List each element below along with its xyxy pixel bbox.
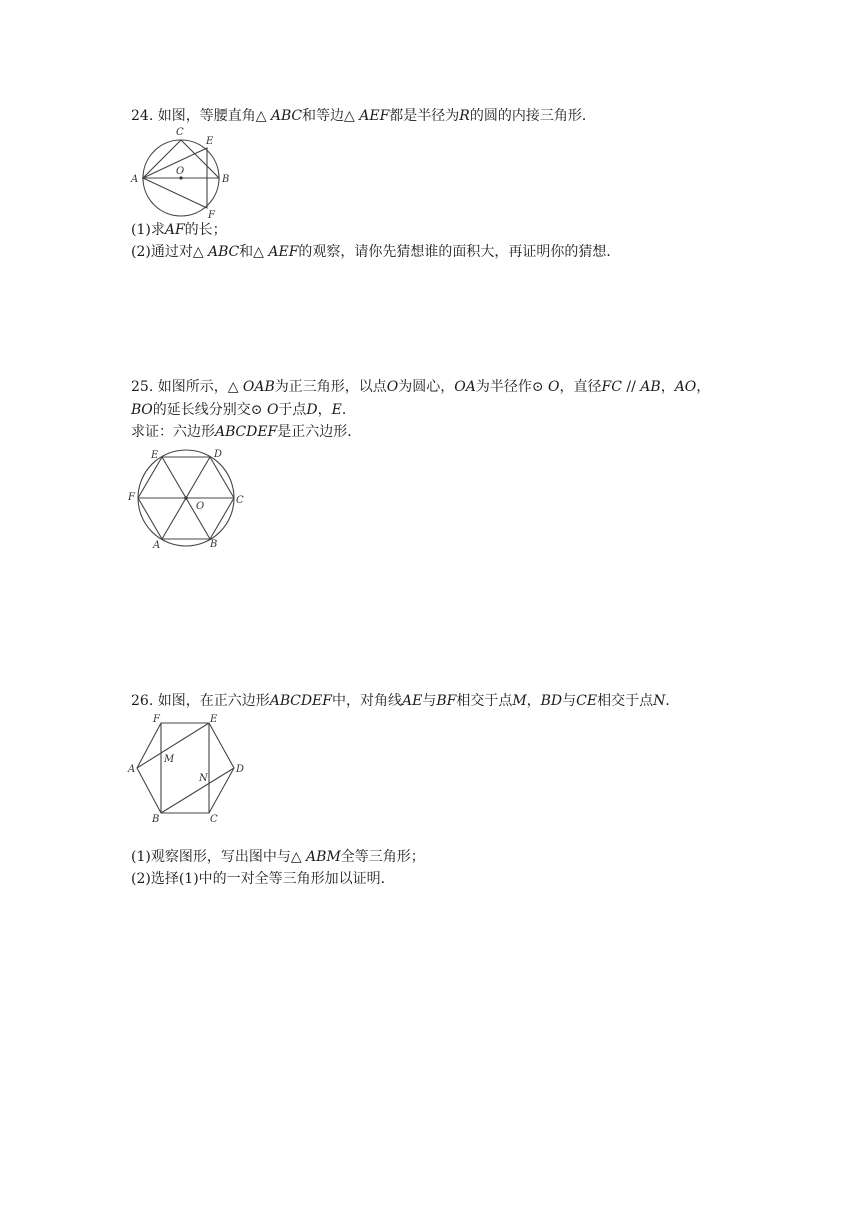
label-F: F <box>128 492 135 503</box>
problem-25-title-cont: 𝐵𝑂的延长线分别交⊙ 𝑂于点𝐷，𝐸． <box>131 402 356 418</box>
problem-25-part-1: 求证：六边形𝐴𝐵𝐶𝐷𝐸𝐹是正六边形． <box>131 424 362 440</box>
label-E: E <box>210 714 218 725</box>
label-E: E <box>206 136 214 147</box>
problem-24-part-1: (1)求𝐴𝐹的长； <box>131 222 227 238</box>
problem-24-title: 24. 如图，等腰直角△ 𝐴𝐵𝐶和等边△ 𝐴𝐸𝐹都是半径为𝑅的圆的内接三角形． <box>131 108 596 124</box>
label-B: B <box>210 539 218 550</box>
label-A: A <box>128 764 136 775</box>
problem-26-title: 26. 如图，在正六边形𝐴𝐵𝐶𝐷𝐸𝐹中，对角线𝐴𝐸与𝐵𝐹相交于点𝑀，𝐵𝐷与𝐶𝐸相交于点𝑁． <box>131 693 680 709</box>
label-F: F <box>208 210 215 221</box>
label-D: D <box>214 449 223 460</box>
label-F: F <box>153 714 160 725</box>
label-B: B <box>152 814 160 825</box>
problem-26-part-1: (1)观察图形，写出图中与△ 𝐴𝐵𝑀全等三角形； <box>131 849 425 865</box>
label-A: A <box>131 174 139 185</box>
problem-25-title: 25. 如图所示，△ 𝑂𝐴𝐵为正三角形，以点𝑂为圆心，𝑂𝐴为半径作⊙ 𝑂，直径𝐹𝐶 // 𝐴𝐵，𝐴𝑂， <box>131 379 711 395</box>
label-C: C <box>236 495 244 506</box>
label-E: E <box>151 450 159 461</box>
problem-26-figure <box>126 711 252 825</box>
problem-26-part-2: (2)选择(1)中的一对全等三角形加以证明． <box>131 871 395 887</box>
label-O: O <box>196 501 205 512</box>
label-N: N <box>199 773 208 784</box>
label-D: D <box>236 764 245 775</box>
problem-24-part-2: (2)通过对△ 𝐴𝐵𝐶和△ 𝐴𝐸𝐹的观察，请你先猜想谁的面积大，再证明你的猜想． <box>131 244 621 260</box>
problem-25-figure <box>126 446 252 552</box>
label-B: B <box>222 174 230 185</box>
label-O: O <box>176 166 185 177</box>
label-M: M <box>164 754 175 765</box>
label-C: C <box>176 127 184 138</box>
problem-24-figure <box>126 124 238 222</box>
label-A: A <box>153 540 161 551</box>
label-C: C <box>210 814 218 825</box>
